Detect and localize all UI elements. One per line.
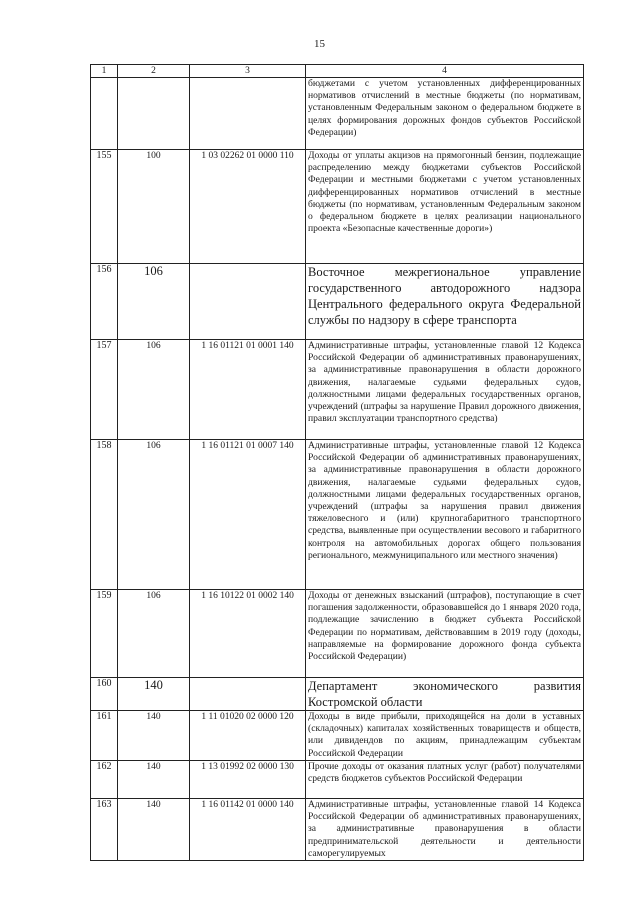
table-row <box>91 150 584 264</box>
table-row <box>91 440 584 590</box>
page-number: 15 <box>314 38 325 50</box>
admin-code: 140 <box>118 678 190 711</box>
table-row <box>91 799 584 861</box>
row-number: 156 <box>91 264 118 340</box>
income-description <box>306 78 584 150</box>
budget-code <box>190 264 306 340</box>
admin-code: 106 <box>118 340 190 440</box>
row-number: 162 <box>91 761 118 799</box>
row-number <box>91 78 118 150</box>
admin-code <box>118 78 190 150</box>
admin-code: 106 <box>118 440 190 590</box>
admin-code: 140 <box>118 799 190 861</box>
row-number: 155 <box>91 150 118 264</box>
income-description-text: Доходы от денежных взысканий (штрафов), поступающие в счет погашения задолженности, образовавшейся до 1 января 2020 года, подлежащие зачислению в бюджет субъекта Российской Федерации по нормативам, действовавшим в 2019 году (доходы, направляемые на формирование дорожного фонда субъекта Российской Федерации) <box>308 590 581 663</box>
income-description-text: Доходы в виде прибыли, приходящейся на доли в уставных (складочных) капиталах хозяйственных товариществ и обществ, или дивидендов по акциям, принадлежащим субъектам Российской Федерации <box>308 711 581 759</box>
table-row <box>91 264 584 340</box>
header-col-3: 3 <box>190 65 306 78</box>
header-col-2: 2 <box>118 65 190 78</box>
header-col-4: 4 <box>306 65 584 78</box>
income-description <box>306 440 584 590</box>
revenue-table <box>90 64 584 861</box>
admin-code: 140 <box>118 711 190 761</box>
income-description-text: Доходы от уплаты акцизов на прямогонный бензин, подлежащие распределению между бюджетами субъектов Российской Федерации и местными бюджетами с учетом установленных дифференцированных нормативов отчислений в местные бюджеты (по нормативам, установленным Федеральным законом о федеральном бюджете в целях реализации национального проекта «Безопасные качественные дороги») <box>308 150 581 235</box>
table-row <box>91 340 584 440</box>
income-description <box>306 711 584 761</box>
department-name-text: Департамент экономического развития Костромской области <box>308 679 581 709</box>
row-number: 161 <box>91 711 118 761</box>
table-row <box>91 590 584 678</box>
row-number: 159 <box>91 590 118 678</box>
budget-code: 1 11 01020 02 0000 120 <box>190 711 306 761</box>
row-number: 160 <box>91 678 118 711</box>
header-col-1: 1 <box>91 65 118 78</box>
table-row <box>91 78 584 150</box>
department-name <box>306 264 584 340</box>
budget-code <box>190 678 306 711</box>
table-row <box>91 711 584 761</box>
row-number: 163 <box>91 799 118 861</box>
budget-code: 1 13 01992 02 0000 130 <box>190 761 306 799</box>
admin-code: 100 <box>118 150 190 264</box>
budget-code <box>190 78 306 150</box>
row-number: 158 <box>91 440 118 590</box>
income-description-text: бюджетами с учетом установленных дифференцированных нормативов отчислений в местные бюджеты (по нормативам, установленным Федеральным законом о федеральном бюджете в целях формирования дорожных фондов субъектов Российской Федерации) <box>308 78 581 138</box>
budget-code: 1 16 01121 01 0007 140 <box>190 440 306 590</box>
income-description-text: Административные штрафы, установленные главой 12 Кодекса Российской Федерации об административных правонарушениях, за административные правонарушения в области дорожного движения, налагаемые судьями федеральных судов, должностными лицами федеральных государственных органов, учреждений (штрафы за нарушения правил движения тяжеловесного и (или) крупногабаритного транспортного средства, выявленные при осуществлении весового и габаритного контроля на автомобильных дорогах общего пользования регионального, межмуниципального или местного значения) <box>308 440 581 561</box>
income-description-text: Административные штрафы, установленные главой 12 Кодекса Российской Федерации об административных правонарушениях, за административные правонарушения в области дорожного движения, налагаемые судьями федеральных судов, должностными лицами федеральных государственных органов, учреждений (штрафы за нарушение Правил дорожного движения, правил эксплуатации транспортного средства) <box>308 340 581 425</box>
income-description-text: Административные штрафы, установленные главой 14 Кодекса Российской Федерации об административных правонарушениях, за административные правонарушения в области предпринимательской деятельности и деятельности саморегулируемых <box>308 799 581 859</box>
income-description <box>306 799 584 861</box>
income-description-text: Прочие доходы от оказания платных услуг (работ) получателями средств бюджетов субъектов Российской Федерации <box>308 761 581 785</box>
department-name <box>306 678 584 711</box>
admin-code: 106 <box>118 264 190 340</box>
budget-code: 1 16 01142 01 0000 140 <box>190 799 306 861</box>
income-description <box>306 590 584 678</box>
department-name-text: Восточное межрегиональное управление государственного автодорожного надзора Центрального федерального округа Федеральной службы по надзору в сфере транспорта <box>308 265 581 327</box>
budget-code: 1 16 10122 01 0002 140 <box>190 590 306 678</box>
budget-code: 1 03 02262 01 0000 110 <box>190 150 306 264</box>
table-header-row <box>91 65 584 78</box>
table-row <box>91 761 584 799</box>
income-description <box>306 340 584 440</box>
income-description <box>306 150 584 264</box>
table-row <box>91 678 584 711</box>
admin-code: 140 <box>118 761 190 799</box>
income-description <box>306 761 584 799</box>
row-number: 157 <box>91 340 118 440</box>
admin-code: 106 <box>118 590 190 678</box>
budget-code: 1 16 01121 01 0001 140 <box>190 340 306 440</box>
